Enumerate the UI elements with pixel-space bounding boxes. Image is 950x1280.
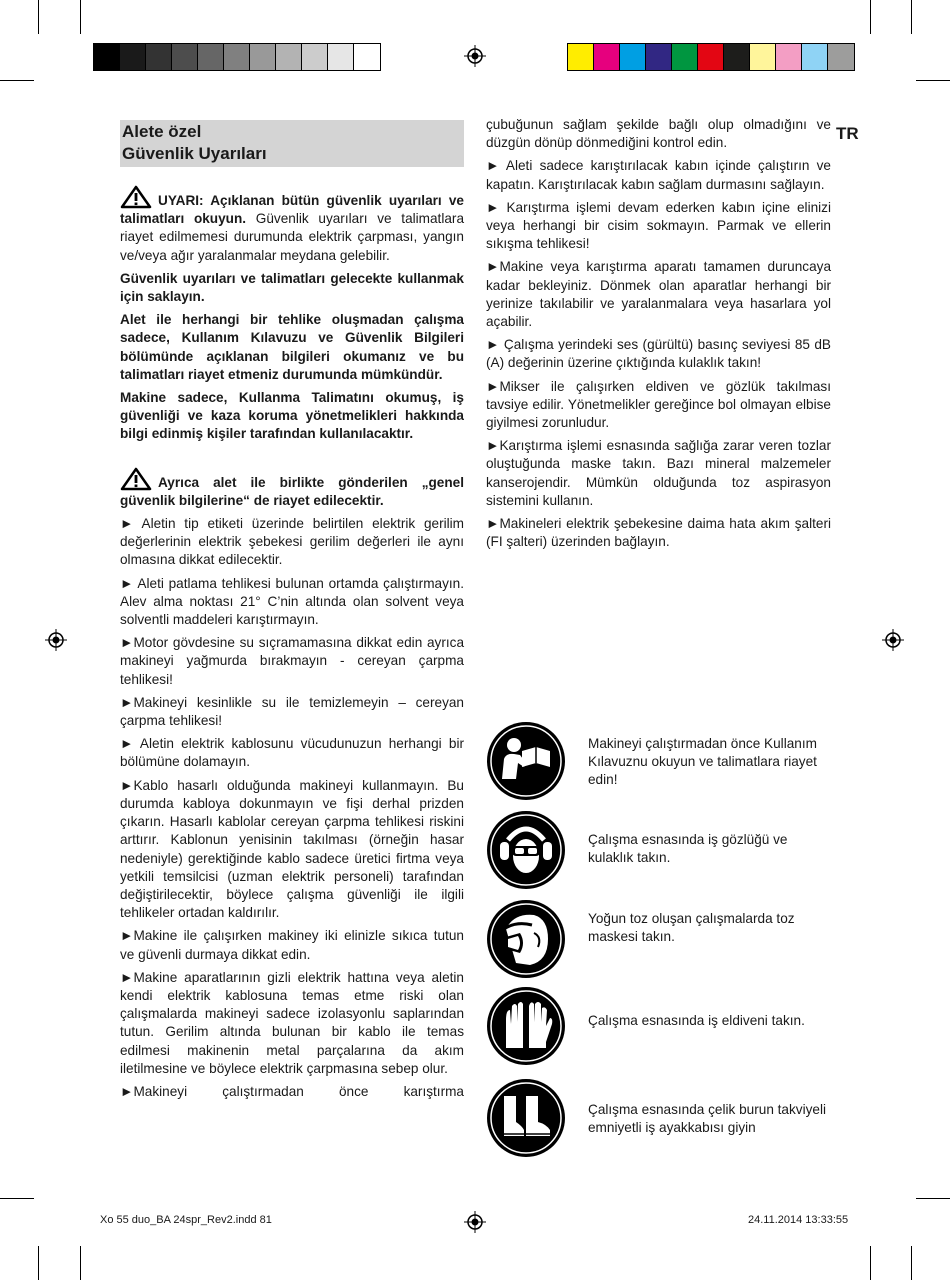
color-swatch xyxy=(250,44,276,70)
list-item: ► Aleti sadece karıştırılacak kabın içinde çalıştırın ve kapatın. Karıştırılacak kabın sağlam durmasını sağlayın. xyxy=(486,158,831,192)
color-swatch xyxy=(328,44,354,70)
language-tag: TR xyxy=(836,124,859,143)
color-swatch xyxy=(776,44,802,70)
safety-boots-icon xyxy=(486,1078,566,1158)
registration-mark-icon xyxy=(464,1211,486,1233)
list-item: ► Aletin tip etiketi üzerinde belirtilen elektrik gerilim değerlerinin elektrik şebekesi gerilim değerleri ile aynı olmasına dikkat edilecektir. xyxy=(120,516,464,568)
crop-mark xyxy=(0,1198,34,1199)
list-item: ►Makineleri elektrik şebekesine daima hata akım şalteri (FI şalteri) üzerinden bağlayın. xyxy=(486,516,831,550)
list-item: ►Mikser ile çalışırken eldiven ve gözlük takılması tavsiye edilir. Yönetmelikler gereğince bol olmayan elbise giyilmesi zorunludur. xyxy=(486,378,831,431)
footer-timestamp: 24.11.2014 13:33:55 xyxy=(748,1214,849,1226)
color-swatch xyxy=(568,44,594,70)
registration-mark-icon xyxy=(45,629,67,651)
warning-bold-text: UYARI: Açıklanan bütün güvenlik uyarıları ve talimatları okuyun. xyxy=(120,193,464,227)
crop-mark xyxy=(870,0,871,34)
registration-mark-icon xyxy=(464,45,486,67)
warning-triangle-icon xyxy=(120,467,152,491)
list-item: ►Makineyi kesinlikle su ile temizlemeyin – cereyan çarpma tehlikesi! xyxy=(120,694,464,729)
list-item: ► Çalışma yerindeki ses (gürültü) basınç seviyesi 85 dB (A) değerinin üzerine çıktığında kulaklık takın! xyxy=(486,337,831,371)
color-swatch xyxy=(828,44,854,70)
crop-mark xyxy=(38,1246,39,1280)
color-swatch xyxy=(802,44,828,70)
color-swatch xyxy=(594,44,620,70)
list-item: çubuğunun sağlam şekilde bağlı olup olmadığını ve düzgün dönüp dönmediğini kontrol edin. xyxy=(486,117,831,151)
color-swatch xyxy=(672,44,698,70)
bold-paragraph: Makine sadece, Kullanma Talimatını okumuş, iş güvenliği ve kaza koruma yönetmelikleri hakkında bilgi edinmiş kişiler tarafından kullanılacaktır. xyxy=(120,390,464,442)
color-swatch xyxy=(750,44,776,70)
color-swatch xyxy=(646,44,672,70)
sign-text: Çalışma esnasında iş eldiveni takın. xyxy=(588,1013,805,1028)
crop-mark xyxy=(80,1246,81,1280)
gloves-icon xyxy=(486,986,566,1066)
crop-mark xyxy=(0,80,34,81)
list-item: ►Kablo hasarlı olduğunda makineyi kullanmayın. Bu durumda kabloya dokunmayın ve fişi derhal prizden çıkarın. Hasarlı kablolar cereyan çarpma tehlikesi riskini arttırır. Kablonun yenisinin takılması (örneğin hasar nedeniyle) gerektiğinde kablo sadece üretici firtma veya yetkili temsilcisi (uzman elektrik personeli) tarafından değiştirilecektir, böylece çalışma güvenliği ile ilgili tehlikeler ortadan kaldırılır. xyxy=(120,777,464,921)
general-warning-text: Ayrıca alet ile birlikte gönderilen „genel güvenlik bilgilerine“ de riayet edilecektir. xyxy=(120,474,464,508)
list-item: ►Karıştırma işlemi esnasında sağlığa zarar veren tozlar oluştuğunda maske takın. Bazı mineral malzemeler kanserojendir. Mümkün olduğunda toz aspirasyon sistemini kullanın. xyxy=(486,438,831,508)
list-item: ►Motor gövdesine su sıçramamasına dikkat edin ayrıca makineyi yağmurda bırakmayın - cereyan çarpma tehlikesi! xyxy=(120,635,464,687)
sign-text: Makineyi çalıştırmadan önce Kullanım Kılavuznu okuyun ve talimatlara riayet edin! xyxy=(588,736,817,788)
color-swatch xyxy=(146,44,172,70)
dust-mask-icon xyxy=(486,899,566,979)
footer-filename: Xo 55 duo_BA 24spr_Rev2.indd 81 xyxy=(100,1214,272,1226)
warning-text: Güvenlik uyarıları ve talimatlara riayet edilmemesi durumunda elektrik çarpması, yangın ve/veya ağır yaralanmalar meydana gelebilir. xyxy=(120,211,464,263)
grayscale-calibration-bar xyxy=(93,43,381,71)
sign-text: Çalışma esnasında çelik burun takviyeli emniyetli iş ayakkabısı giyin xyxy=(588,1102,827,1136)
bold-paragraph: Güvenlik uyarıları ve talimatları gelecekte kullanmak için saklayın. xyxy=(120,270,464,305)
list-item: ►Makine veya karıştırma aparatı tamamen duruncaya kadar bekleyiniz. Dönmek olan aparatlar herhangi bir yerinize takılabilir ve yaralanmalara veya hasarlara yol açabilir. xyxy=(486,259,831,330)
color-swatch xyxy=(354,44,380,70)
color-swatch xyxy=(302,44,328,70)
heading-line-1: Alete özel xyxy=(122,122,202,141)
warning-paragraph xyxy=(120,185,464,265)
color-swatch xyxy=(224,44,250,70)
crop-mark xyxy=(911,0,912,34)
crop-mark xyxy=(911,1246,912,1280)
read-manual-icon xyxy=(486,721,566,801)
list-item: ► Aleti patlama tehlikesi bulunan ortamda çalıştırmayın. Alev alma noktası 21° C’nin altında olan solvent veya solventli maddeleri karıştırmayın. xyxy=(120,575,464,628)
color-swatch xyxy=(172,44,198,70)
color-swatch xyxy=(698,44,724,70)
list-item: ►Makineyi çalıştırmadan önce karıştırma xyxy=(120,1083,464,1099)
list-item: ►Makine ile çalışırken makiney iki elinizle sıkıca tutun ve güvenli durmaya dikkat edin. xyxy=(120,928,464,962)
list-item: ► Aletin elektrik kablosunu vücudunuzun herhangi bir bölümüne dolamayın. xyxy=(120,736,464,770)
warning-triangle-icon xyxy=(120,185,152,209)
color-calibration-bar xyxy=(567,43,855,71)
goggles-earmuffs-icon xyxy=(486,810,566,890)
crop-mark xyxy=(916,1198,950,1199)
list-item: ► Karıştırma işlemi devam ederken kabın içine elinizi veya herhangi bir cisim sokmayın. Parmak ve ellerin sıkışma tehlikesi! xyxy=(486,199,831,252)
heading-line-2: Güvenlik Uyarıları xyxy=(122,144,267,163)
sign-text: Çalışma esnasında iş gözlüğü ve kulaklık takın. xyxy=(588,832,788,866)
color-swatch xyxy=(276,44,302,70)
general-warning-paragraph xyxy=(120,467,464,510)
crop-mark xyxy=(38,0,39,34)
color-swatch xyxy=(724,44,750,70)
section-heading xyxy=(120,120,464,167)
bold-paragraph: Alet ile herhangi bir tehlike oluşmadan çalışma sadece, Kullanım Kılavuzu ve Güvenlik Bilgileri bölümünde açıklanan bilgileri okumanız ve bu talimatları riayet etmeniz durumunda mümkündür. xyxy=(120,312,464,382)
left-column xyxy=(120,120,464,1106)
crop-mark xyxy=(916,80,950,81)
registration-mark-icon xyxy=(882,629,904,651)
sign-text: Yoğun toz oluşan çalışmalarda toz maskesi takın. xyxy=(588,911,795,945)
color-swatch xyxy=(620,44,646,70)
color-swatch xyxy=(198,44,224,70)
right-column xyxy=(486,116,831,556)
color-swatch xyxy=(120,44,146,70)
crop-mark xyxy=(80,0,81,34)
crop-mark xyxy=(870,1246,871,1280)
list-item: ►Makine aparatlarının gizli elektrik hattına veya aletin kendi elektrik kablosuna temas etme riski olan çalışmalarda makineyi sadece izolasyonlu saplarından tutun. Gerilim altında bulunan bir kablo ile temas edilmesi makinenin metal parçalarına da akım iletilmesine ve böylece elektrik çarpmasına sebep olur. xyxy=(120,969,464,1076)
color-swatch xyxy=(94,44,120,70)
